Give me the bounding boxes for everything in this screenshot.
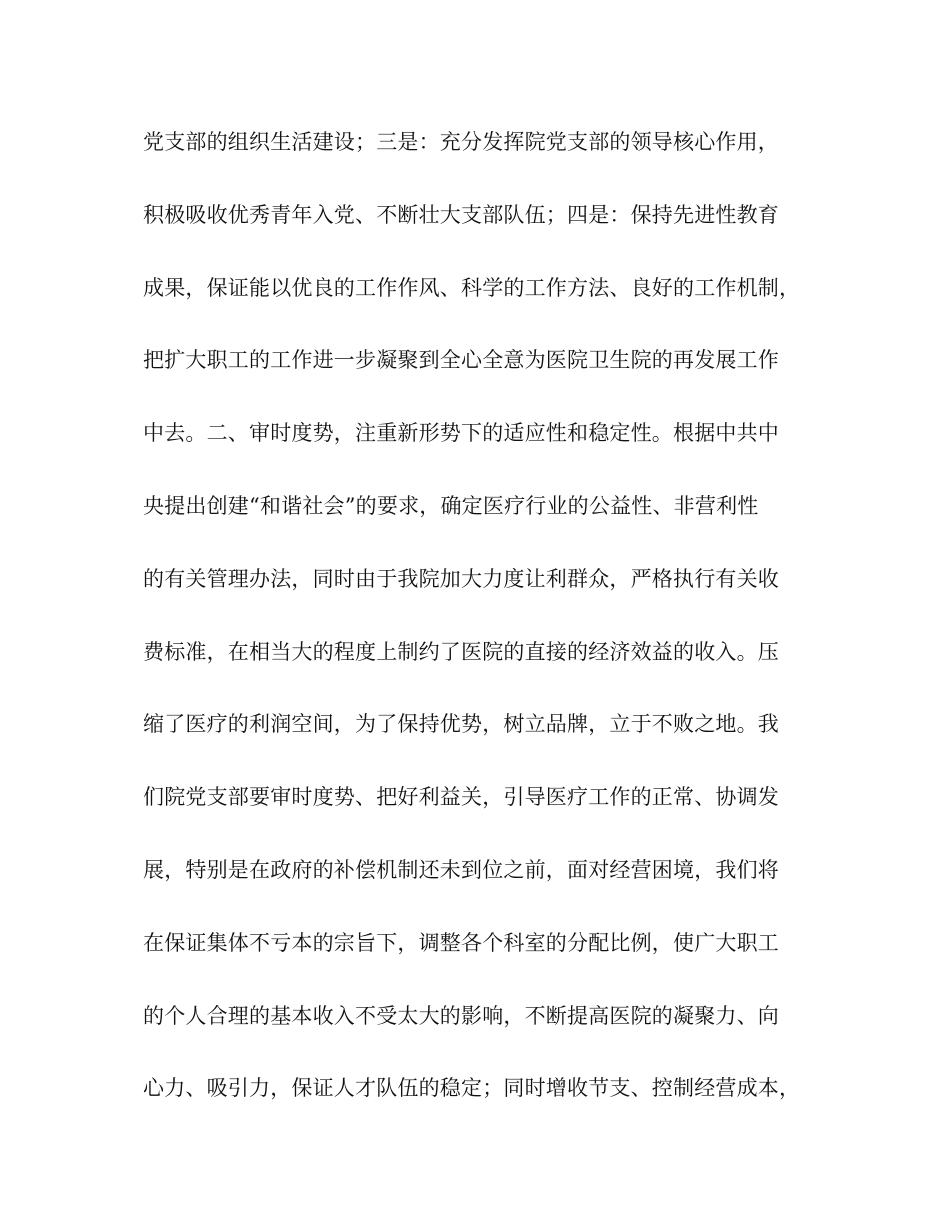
- body-text: [143, 124, 813, 1143]
- text-line: 成果，保证能以优良的工作作风、科学的工作方法、良好的工作机制，: [143, 275, 801, 300]
- text-line: 缩了医疗的利润空间，为了保持优势，树立品牌，立于不败之地。我: [143, 712, 779, 737]
- text-line: 在保证集体不亏本的宗旨下，调整各个科室的分配比例，使广大职工: [143, 930, 779, 955]
- text-line: 党支部的组织生活建设；三是：充分发挥院党支部的领导核心作用，: [143, 130, 779, 154]
- text-line: 心力、吸引力，保证人才队伍的稳定；同时增收节支、控制经营成本，: [143, 1076, 801, 1101]
- text-line: 费标准，在相当大的程度上制约了医院的直接的经济效益的收入。压: [143, 639, 779, 664]
- text-line: 央提出创建“和谐社会”的要求，确定医疗行业的公益性、非营利性: [143, 493, 759, 518]
- text-line: 们院党支部要审时度势、把好利益关，引导医疗工作的正常、协调发: [143, 785, 779, 810]
- text-line: 的有关管理办法，同时由于我院加大力度让利群众，严格执行有关收: [143, 566, 779, 591]
- text-line: 展，特别是在政府的补偿机制还未到位之前，面对经营困境，我们将: [143, 857, 779, 882]
- text-line: 的个人合理的基本收入不受太大的影响，不断提高医院的凝聚力、向: [143, 1003, 779, 1028]
- text-line: 积极吸收优秀青年入党、不断壮大支部队伍；四是：保持先进性教育: [143, 202, 779, 227]
- text-line: 中去。二、审时度势，注重新形势下的适应性和稳定性。根据中共中: [143, 421, 779, 446]
- text-line: 把扩大职工的工作进一步凝聚到全心全意为医院卫生院的再发展工作: [143, 348, 779, 373]
